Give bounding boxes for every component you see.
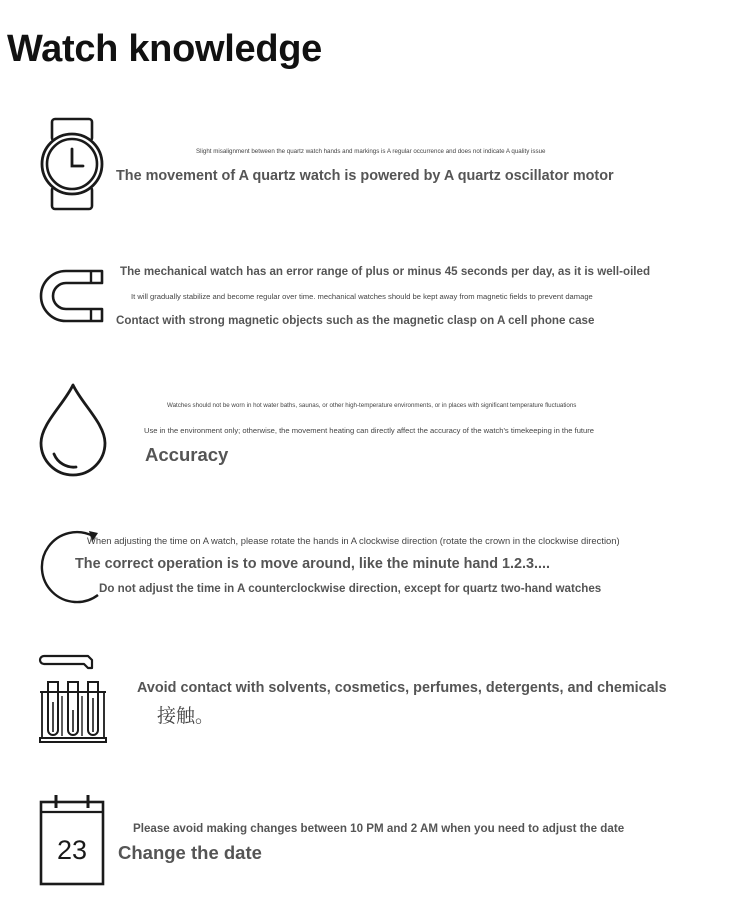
magnet-icon — [38, 268, 106, 324]
quartz-heading: The movement of A quartz watch is powered by A quartz oscillator motor — [116, 168, 614, 184]
accuracy-heading: Accuracy — [145, 444, 229, 465]
wristwatch-icon — [38, 116, 106, 212]
magnetic-line-2: It will gradually stabilize and become regular over time. mechanical watches should be kept away from magnetic fields to prevent damage — [131, 292, 593, 301]
chemicals-continuation: 接触。 — [157, 706, 215, 727]
calendar-day-number: 23 — [56, 835, 88, 865]
adjust-time-line-3: Do not adjust the time in A counterclockwise direction, except for quartz two-hand watches — [99, 582, 602, 595]
chemicals-heading: Avoid contact with solvents, cosmetics, perfumes, detergents, and chemicals — [137, 680, 667, 696]
calendar-icon — [38, 793, 106, 887]
water-drop-icon — [38, 382, 108, 478]
adjust-time-heading: The correct operation is to move around, like the minute hand 1.2.3.... — [75, 556, 550, 572]
date-heading: Change the date — [118, 842, 262, 863]
magnetic-line-1: The mechanical watch has an error range of plus or minus 45 seconds per day, as it is well-oiled — [120, 265, 651, 278]
adjust-time-line-1: When adjusting the time on A watch, please rotate the hands in A clockwise direction (rotate the crown in the clockwise direction) — [87, 535, 620, 546]
temperature-note: Watches should not be worn in hot water baths, saunas, or other high-temperature environments, or in places with significant temperature fluctuations — [167, 402, 577, 409]
test-tubes-icon — [38, 652, 110, 744]
page-title: Watch knowledge — [7, 28, 323, 70]
temperature-line: Use in the environment only; otherwise, the movement heating can directly affect the accuracy of the watch's timekeeping in the future — [144, 426, 595, 435]
date-note: Please avoid making changes between 10 PM and 2 AM when you need to adjust the date — [133, 822, 625, 835]
quartz-note: Slight misalignment between the quartz watch hands and markings is A regular occurrence and does not indicate A quality issue — [196, 148, 546, 155]
magnetic-heading: Contact with strong magnetic objects such as the magnetic clasp on A cell phone case — [116, 314, 595, 327]
